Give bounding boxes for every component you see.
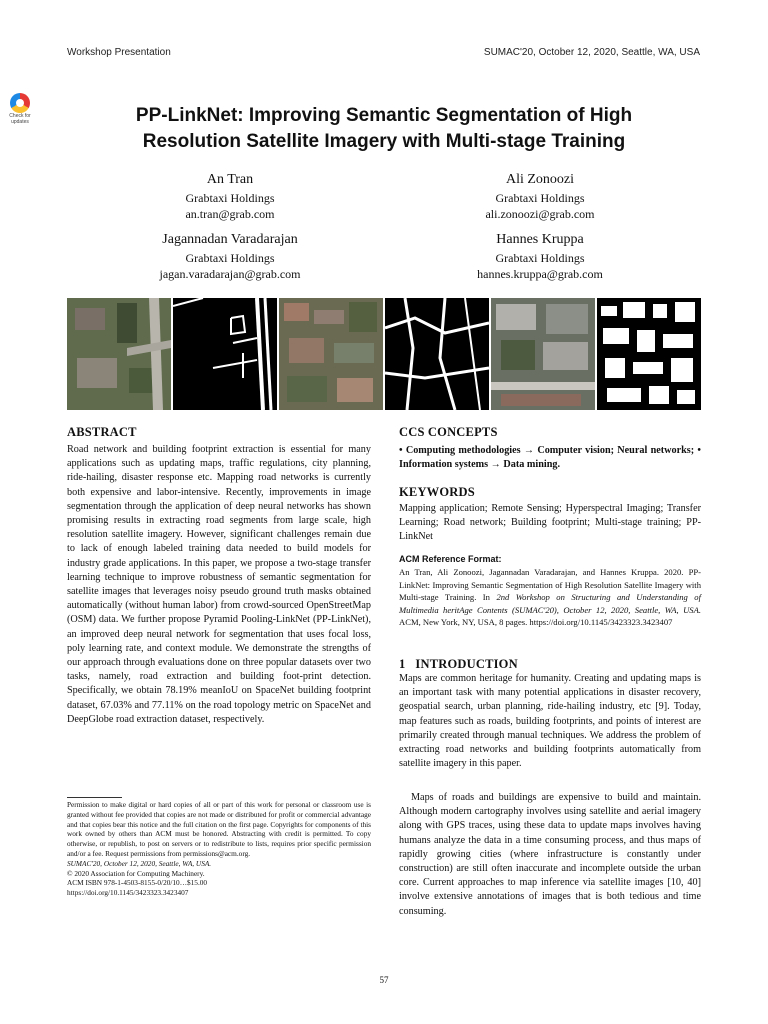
- road-mask-tile: [173, 298, 277, 410]
- author-affiliation: Grabtaxi Holdings: [495, 191, 585, 205]
- badge-label-line2: updates: [11, 119, 29, 125]
- permission-doi[interactable]: https://doi.org/10.1145/3423323.3423407: [67, 888, 189, 898]
- introduction-heading: 1 INTRODUCTION: [399, 657, 518, 671]
- check-for-updates-badge[interactable]: [6, 93, 34, 125]
- introduction-paragraph: Maps are common heritage for humanity. Creating and updating maps is an important task with many potential applications in disaster recovery, geospatial search, urban planning, ride-hailing industry, etc [9]. Today, map features such as roads, building footprints, and points of interest are primarily created through manual techniques. We address the problem of extracting road networks and building footprints automatically from satellite imagery in this paper.: [399, 673, 701, 770]
- author-block: [80, 230, 380, 282]
- author-name: An Tran: [206, 172, 254, 187]
- author-affiliation: Grabtaxi Holdings: [185, 251, 275, 265]
- badge-label-line1: Check for: [9, 113, 31, 119]
- keywords-text: Mapping application; Remote Sensing; Hyperspectral Imaging; Transfer Learning; Road network; Building footprint; Multi-stage training; PP-LinkNet: [399, 503, 701, 543]
- permission-venue: SUMAC'20, October 12, 2020, Seattle, WA, USA.: [67, 858, 212, 868]
- author-affiliation: Grabtaxi Holdings: [185, 191, 275, 205]
- reference-format-heading: ACM Reference Format:: [399, 554, 502, 564]
- satellite-image-tile: [67, 298, 171, 410]
- running-header-right: SUMAC'20, October 12, 2020, Seattle, WA, USA: [483, 47, 700, 58]
- permission-copyright: © 2020 Association for Computing Machinery.: [67, 868, 205, 878]
- crossmark-icon: [10, 93, 30, 113]
- ccs-concepts-text: • Computing methodologies → Computer vision; Neural networks; • Information systems → Data mining.: [399, 445, 701, 471]
- author-name: Hannes Kruppa: [496, 232, 584, 247]
- satellite-image-tile: [279, 298, 383, 410]
- footnote-rule: [67, 797, 122, 798]
- author-block: [390, 170, 690, 222]
- permission-text: Permission to make digital or hard copies of all or part of this work for personal or classroom use is granted without fee provided that copies are not made or distributed for profit or commercial advantage and that copies bear this notice and the full citation on the first page. Copyrights for components of this work owned by others than ACM must be honored. Abstracting with credit is permitted. To copy otherwise, or republish, to post on servers or to redistribute to lists, requires prior specific permission and/or a fee. Request permissions from permissions@acm.org.: [67, 800, 371, 858]
- permission-isbn: ACM ISBN 978-1-4503-8155-0/20/10…$15.00: [67, 878, 208, 888]
- reference-authors: An Tran, Ali Zonoozi, Jagannadan Varadarajan, and Hannes Kruppa. 2020. PP-LinkNet: Improving Semantic Segmentation of High Resolution Satellite Imagery with Multi-stage Training. In: [399, 567, 701, 603]
- building-mask-tile: [597, 298, 701, 410]
- author-name: Jagannadan Varadarajan: [162, 232, 298, 247]
- title-line2: Resolution Satellite Imagery with Multi-stage Training: [142, 131, 626, 152]
- author-email[interactable]: jagan.varadarajan@grab.com: [159, 267, 301, 281]
- road-mask-tile: [385, 298, 489, 410]
- teaser-figure: [67, 298, 701, 410]
- author-email[interactable]: an.tran@grab.com: [185, 207, 275, 221]
- permission-notice: [67, 800, 371, 898]
- abstract-heading: ABSTRACT: [67, 425, 137, 439]
- ccs-concepts-heading: CCS CONCEPTS: [399, 425, 498, 439]
- introduction-paragraph: Maps of roads and buildings are expensive to build and maintain. Although modern cartography involves using satellite and aerial imagery along with GPS traces, using these data to update maps involves having humans analyze the data in a time consuming process, and thus maps of rapidly growing cities (where infrastructure is constantly under construction) are still often inaccurate and incomplete outside the urban core. Current approaches to map inference via satellite images [10, 40] involve extensive annotations of images that is both tedious and time consuming.: [399, 792, 701, 917]
- reference-format-text: [399, 566, 701, 629]
- abstract-text: Road network and building footprint extraction is essential for many applications such as updating maps, traffic regulations, city planning, ride-hailing, disaster response etc. Mapping road networks is currently both expensive and labor-intensive. Recently, improvements in image segmentation through the application of deep neural networks has shown promising results in extracting road segments from large scale, high resolution satellite imagery. However, significant challenges remain due to lack of enough labeled training data needed to build models for industry grade applications. In this paper, we propose a two-stage transfer learning technique to improve robustness of semantic segmentation for satellite images that leverages noisy pseudo ground truth masks obtained automatically (without human labor) from crowd-sourced OpenStreetMap (OSM) data. We further propose Pyramid Pooling-LinkNet (PP-LinkNet), an improved deep neural network for segmentation that uses focal loss, poly learning rate, and context module. We demonstrate the strengths of our approach through evaluations done on three popular datasets over two tasks, namely, road extraction and building foot-print detection. Specifically, we obtain 78.19% meanIoU on SpaceNet building footprint dataset, 67.03% and 77.11% on the road topology metric on SpaceNet and DeepGlobe road extraction dataset, respectively.: [67, 444, 371, 725]
- paper-title: [60, 103, 708, 155]
- reference-tail[interactable]: ACM, New York, NY, USA, 8 pages. https://doi.org/10.1145/3423323.3423407: [399, 617, 673, 628]
- author-block: [390, 230, 690, 282]
- keywords-heading: KEYWORDS: [399, 485, 475, 499]
- page-number: 57: [379, 975, 389, 985]
- satellite-image-tile: [491, 298, 595, 410]
- author-block: [80, 170, 380, 222]
- title-line1: PP-LinkNet: Improving Semantic Segmentation of High: [135, 105, 633, 126]
- author-affiliation: Grabtaxi Holdings: [495, 251, 585, 265]
- author-email[interactable]: hannes.kruppa@grab.com: [477, 267, 603, 281]
- author-email[interactable]: ali.zonoozi@grab.com: [485, 207, 595, 221]
- running-header-left: Workshop Presentation: [67, 47, 171, 58]
- reference-venue: 2nd Workshop on Structuring and Understanding of Multimedia heritAge Contents (SUMAC'20), October 12, 2020, Seattle, WA, USA.: [399, 592, 701, 615]
- author-name: Ali Zonoozi: [505, 172, 575, 187]
